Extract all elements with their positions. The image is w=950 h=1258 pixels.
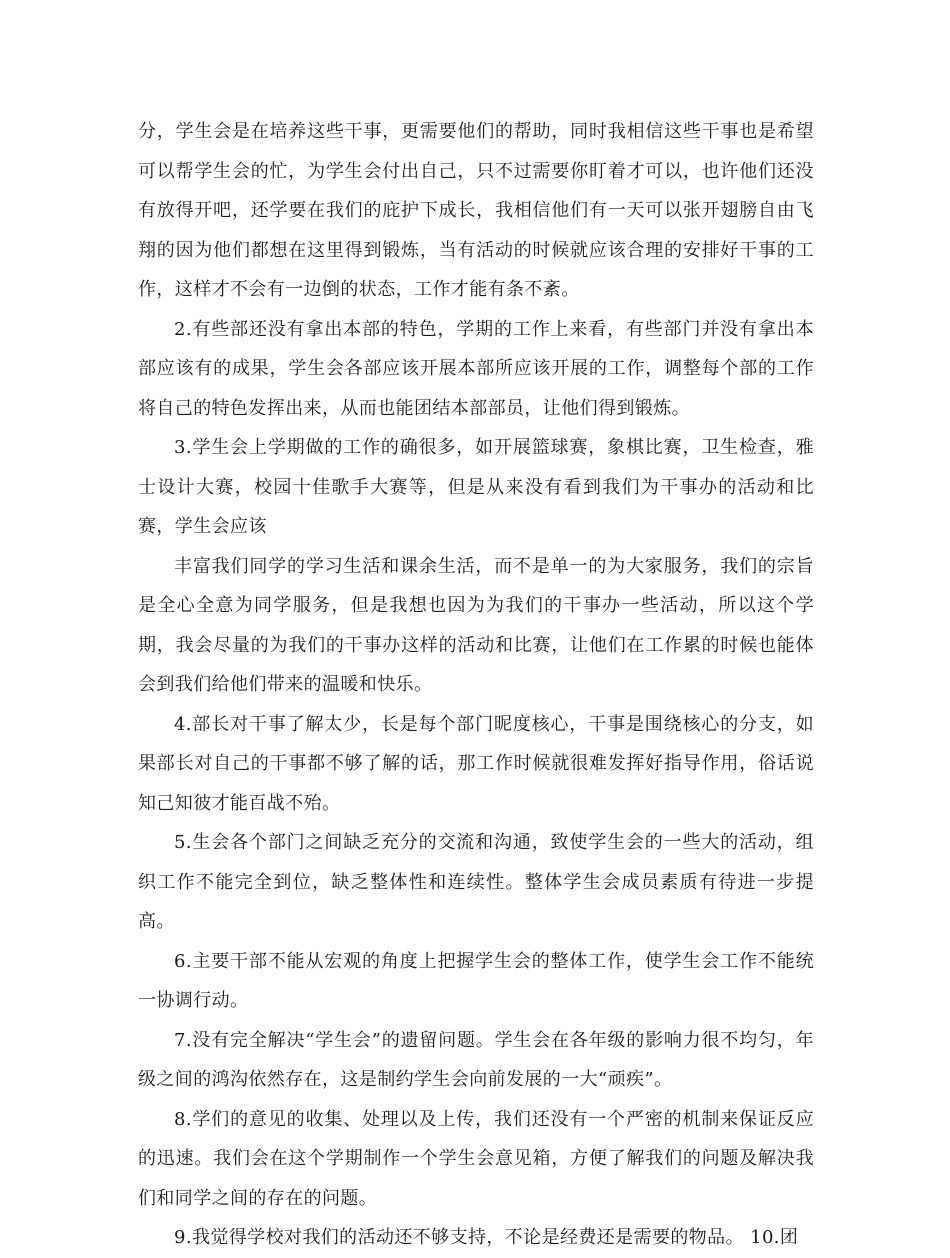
paragraph-item-3: 3.学生会上学期做的工作的确很多，如开展篮球赛，象棋比赛，卫生检查，雅士设计大赛，校园十佳歌手大赛等，但是从来没有看到我们为干事办的活动和比赛，学生会应该 [138,437,814,537]
paragraph-item-4: 4.部长对干事了解太少，长是每个部门昵度核心，干事是围绕核心的分支，如果部长对自己的干事都不够了解的话，那工作时候就很难发挥好指导作用，俗话说知己知彼才能百战不殆。 [138,713,814,814]
paragraph-item-7: 7.没有完全解决“学生会”的遗留问题。学生会在各年级的影响力很不均匀，年级之间的鸿沟依然存在，这是制约学生会向前发展的一大“顽疾”。 [138,1029,814,1090]
paragraph-item-3-continued: 丰富我们同学的学习生活和课余生活，而不是单一的为大家服务，我们的宗旨是全心全意为同学服务，但是我想也因为为我们的干事办一些活动，所以这个学期，我会尽量的为我们的干事办这样的活动和比赛，让他们在工作累的时候也能体会到我们给他们带来的温暖和快乐。 [138,555,814,695]
paragraph-continuation: 分，学生会是在培养这些干事，更需要他们的帮助，同时我相信这些干事也是希望可以帮学生会的忙，为学生会付出自己，只不过需要你盯着才可以，也许他们还没有放得开吧，还学要在我们的庇护下成长，我相信他们有一天可以张开翅膀自由飞翔的因为他们都想在这里得到锻炼，当有活动的时候就应该合理的安排好干事的工作，这样才不会有一边倒的状态，工作才能有条不紊。 [138,121,814,300]
paragraph-item-2: 2.有些部还没有拿出本部的特色，学期的工作上来看，有些部门并没有拿出本部应该有的成果，学生会各部应该开展本部所应该开展的工作，调整每个部的工作将自己的特色发挥出来，从而也能团结本部部员，让他们得到锻炼。 [138,318,814,419]
paragraph-item-9: 9.我觉得学校对我们的活动还不够支持，不论是经费还是需要的物品。 10.团 [174,1227,799,1248]
document-body [138,112,814,1258]
paragraph-item-6: 6.主要干部不能从宏观的角度上把握学生会的整体工作，使学生会工作不能统一协调行动。 [138,950,814,1011]
paragraph-item-8: 8.学们的意见的收集、处理以及上传，我们还没有一个严密的机制来保证反应的迅速。我们会在这个学期制作一个学生会意见箱，方便了解我们的问题及解决我们和同学之间的存在的问题。 [138,1108,814,1209]
paragraph-item-5: 5.生会各个部门之间缺乏充分的交流和沟通，致使学生会的一些大的活动，组织工作不能完全到位，缺乏整体性和连续性。整体学生会成员素质有待进一步提高。 [138,832,814,932]
